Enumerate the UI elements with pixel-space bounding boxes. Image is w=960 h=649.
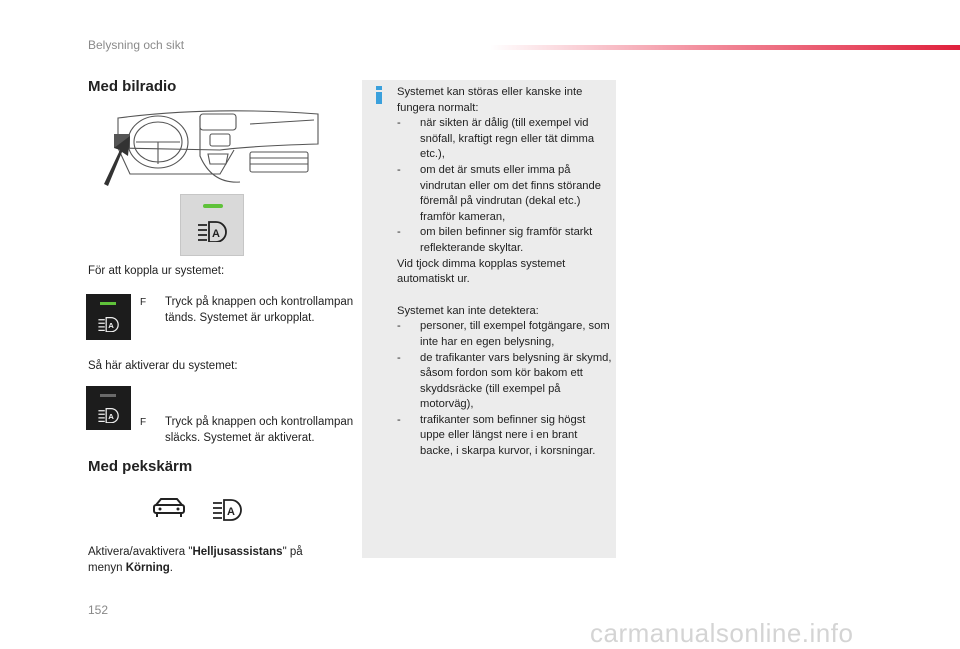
indicator-lamp-off bbox=[100, 394, 116, 397]
info-paragraph: Systemet kan inte detektera: bbox=[397, 304, 539, 317]
dash: - bbox=[397, 163, 401, 176]
svg-text:A: A bbox=[227, 506, 235, 518]
menu-name: Körning bbox=[125, 561, 170, 574]
button-lamp-off-illustration bbox=[86, 386, 131, 430]
car-icon bbox=[152, 496, 186, 520]
list-item bbox=[397, 225, 612, 256]
list-item-text: personer, till exempel fotgängare, som inte har en egen belysning, bbox=[420, 320, 610, 348]
list-item bbox=[397, 413, 612, 460]
list-item-text: de trafikanter vars belysning är skymd, såsom fordon som kör bakom ett skyddsräcke (till exempel på motorväg), bbox=[420, 351, 612, 411]
list-item-text: om det är smuts eller imma på vindrutan eller om det finns störande föremål på vindrutan (dekal etc.) framför kameran, bbox=[420, 163, 601, 223]
step-disable-text: Tryck på knappen och kontrollampan tänds. Systemet är urkopplat. bbox=[165, 296, 354, 324]
text: Aktivera/avaktivera " bbox=[88, 546, 193, 558]
dash: - bbox=[397, 320, 401, 333]
list-item-text: när sikten är dålig (till exempel vid snöfall, kraftigt regn eller tät dimma etc.), bbox=[420, 117, 595, 161]
heading-radio: Med bilradio bbox=[88, 78, 177, 95]
list-item bbox=[397, 351, 612, 413]
dash: - bbox=[397, 117, 401, 130]
touchscreen-instruction bbox=[88, 545, 328, 576]
header-accent-bar bbox=[490, 45, 960, 50]
info-paragraph: Vid tjock dimma kopplas systemet automatiskt ur. bbox=[397, 257, 566, 286]
info-paragraph: Systemet kan störas eller kanske inte fungera normalt: bbox=[397, 86, 583, 114]
watermark: carmanualsonline.info bbox=[590, 618, 854, 648]
svg-text:A: A bbox=[108, 321, 114, 331]
auto-high-beam-icon bbox=[211, 497, 245, 521]
section-title: Belysning och sikt bbox=[88, 38, 185, 52]
dash: - bbox=[397, 226, 401, 239]
menu-item-name: Helljusassistans bbox=[192, 546, 283, 558]
indicator-lamp-green bbox=[100, 302, 116, 305]
list-item bbox=[397, 116, 612, 163]
page-number: 152 bbox=[88, 603, 109, 617]
dash: - bbox=[397, 351, 401, 364]
indicator-lamp-green bbox=[203, 204, 223, 208]
auto-high-beam-icon bbox=[97, 316, 121, 332]
intro-enable: Så här aktiverar du systemet: bbox=[88, 360, 238, 372]
bullet-symbol: F bbox=[140, 417, 147, 428]
dash: - bbox=[397, 413, 401, 426]
text: . bbox=[169, 561, 173, 574]
step-enable bbox=[140, 415, 360, 446]
list-item bbox=[397, 319, 612, 350]
intro-disable: För att koppla ur systemet: bbox=[88, 265, 225, 277]
auto-high-beam-button-illustration bbox=[180, 194, 244, 256]
dashboard-illustration bbox=[100, 104, 325, 188]
info-icon bbox=[373, 86, 385, 104]
list-item-text: om bilen befinner sig framför starkt reflekterande skyltar. bbox=[420, 226, 593, 254]
svg-text:A: A bbox=[108, 412, 114, 422]
step-disable bbox=[140, 295, 360, 326]
bullet-symbol: F bbox=[140, 297, 147, 308]
auto-high-beam-icon bbox=[97, 407, 121, 423]
info-text bbox=[397, 85, 612, 460]
heading-touchscreen: Med pekskärm bbox=[88, 458, 193, 475]
step-enable-text: Tryck på knappen och kontrollampan släcks. Systemet är aktiverat. bbox=[165, 416, 354, 444]
auto-high-beam-icon bbox=[196, 220, 230, 242]
list-item bbox=[397, 163, 612, 225]
button-lamp-on-illustration bbox=[86, 294, 131, 340]
list-item-text: trafikanter som befinner sig högst uppe eller längst nere i en brant backe, i skarpa kurvor, i korsningar. bbox=[420, 413, 596, 458]
svg-text:A: A bbox=[212, 228, 220, 240]
text: " på menyn bbox=[88, 546, 303, 574]
